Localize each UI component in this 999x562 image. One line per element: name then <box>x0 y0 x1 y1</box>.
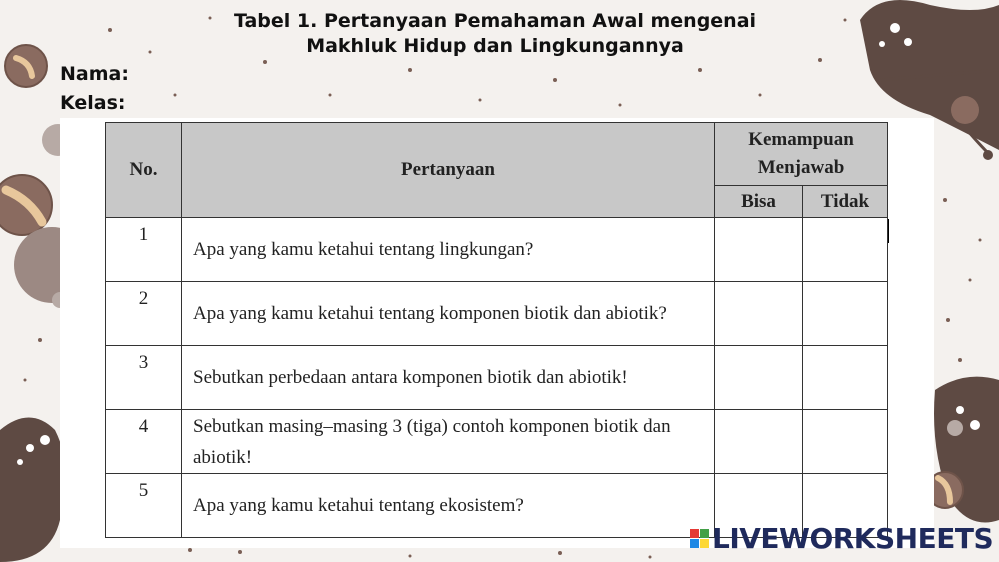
header-no: No. <box>106 123 182 218</box>
row-number: 1 <box>106 218 182 282</box>
header-kemampuan-line-2: Menjawab <box>757 157 845 178</box>
title-line-1: Tabel 1. Pertanyaan Pemahaman Awal mengenai <box>233 10 757 32</box>
table-row <box>106 282 888 346</box>
nama-label: Nama: <box>60 63 129 85</box>
row-number: 3 <box>106 346 182 410</box>
text-cursor <box>888 219 889 243</box>
question-text: Sebutkan masing–masing 3 (tiga) contoh komponen biotik dan abiotik! <box>182 410 715 474</box>
kelas-label: Kelas: <box>60 92 126 114</box>
question-text: Apa yang kamu ketahui tentang lingkungan? <box>182 218 715 282</box>
page-title <box>190 9 800 59</box>
answer-tidak-cell[interactable] <box>803 282 888 346</box>
answer-tidak-cell[interactable] <box>803 346 888 410</box>
question-table <box>105 122 888 538</box>
liveworksheets-mark-icon <box>690 529 709 548</box>
header-bisa: Bisa <box>715 186 803 218</box>
question-text: Apa yang kamu ketahui tentang ekosistem? <box>182 474 715 538</box>
table-row <box>106 346 888 410</box>
row-number: 4 <box>106 410 182 474</box>
answer-bisa-cell[interactable] <box>715 218 803 282</box>
question-sheet <box>60 118 934 548</box>
answer-tidak-cell[interactable] <box>803 218 888 282</box>
header-kemampuan-line-1: Kemampuan <box>748 129 854 150</box>
header-pertanyaan: Pertanyaan <box>182 123 715 218</box>
row-number: 5 <box>106 474 182 538</box>
answer-tidak-cell[interactable] <box>803 410 888 474</box>
question-text: Sebutkan perbedaan antara komponen biotik dan abiotik! <box>182 346 715 410</box>
brand-text: LIVEWORKSHEETS <box>712 522 994 555</box>
answer-bisa-cell[interactable] <box>715 346 803 410</box>
header-tidak: Tidak <box>803 186 888 218</box>
answer-bisa-cell[interactable] <box>715 282 803 346</box>
question-text: Apa yang kamu ketahui tentang komponen biotik dan abiotik? <box>182 282 715 346</box>
liveworksheets-logo[interactable] <box>690 522 993 555</box>
table-row <box>106 218 888 282</box>
answer-bisa-cell[interactable] <box>715 410 803 474</box>
table-row <box>106 410 888 474</box>
row-number: 2 <box>106 282 182 346</box>
title-line-2: Makhluk Hidup dan Lingkungannya <box>306 35 684 57</box>
header-kemampuan-menjawab <box>715 123 888 186</box>
